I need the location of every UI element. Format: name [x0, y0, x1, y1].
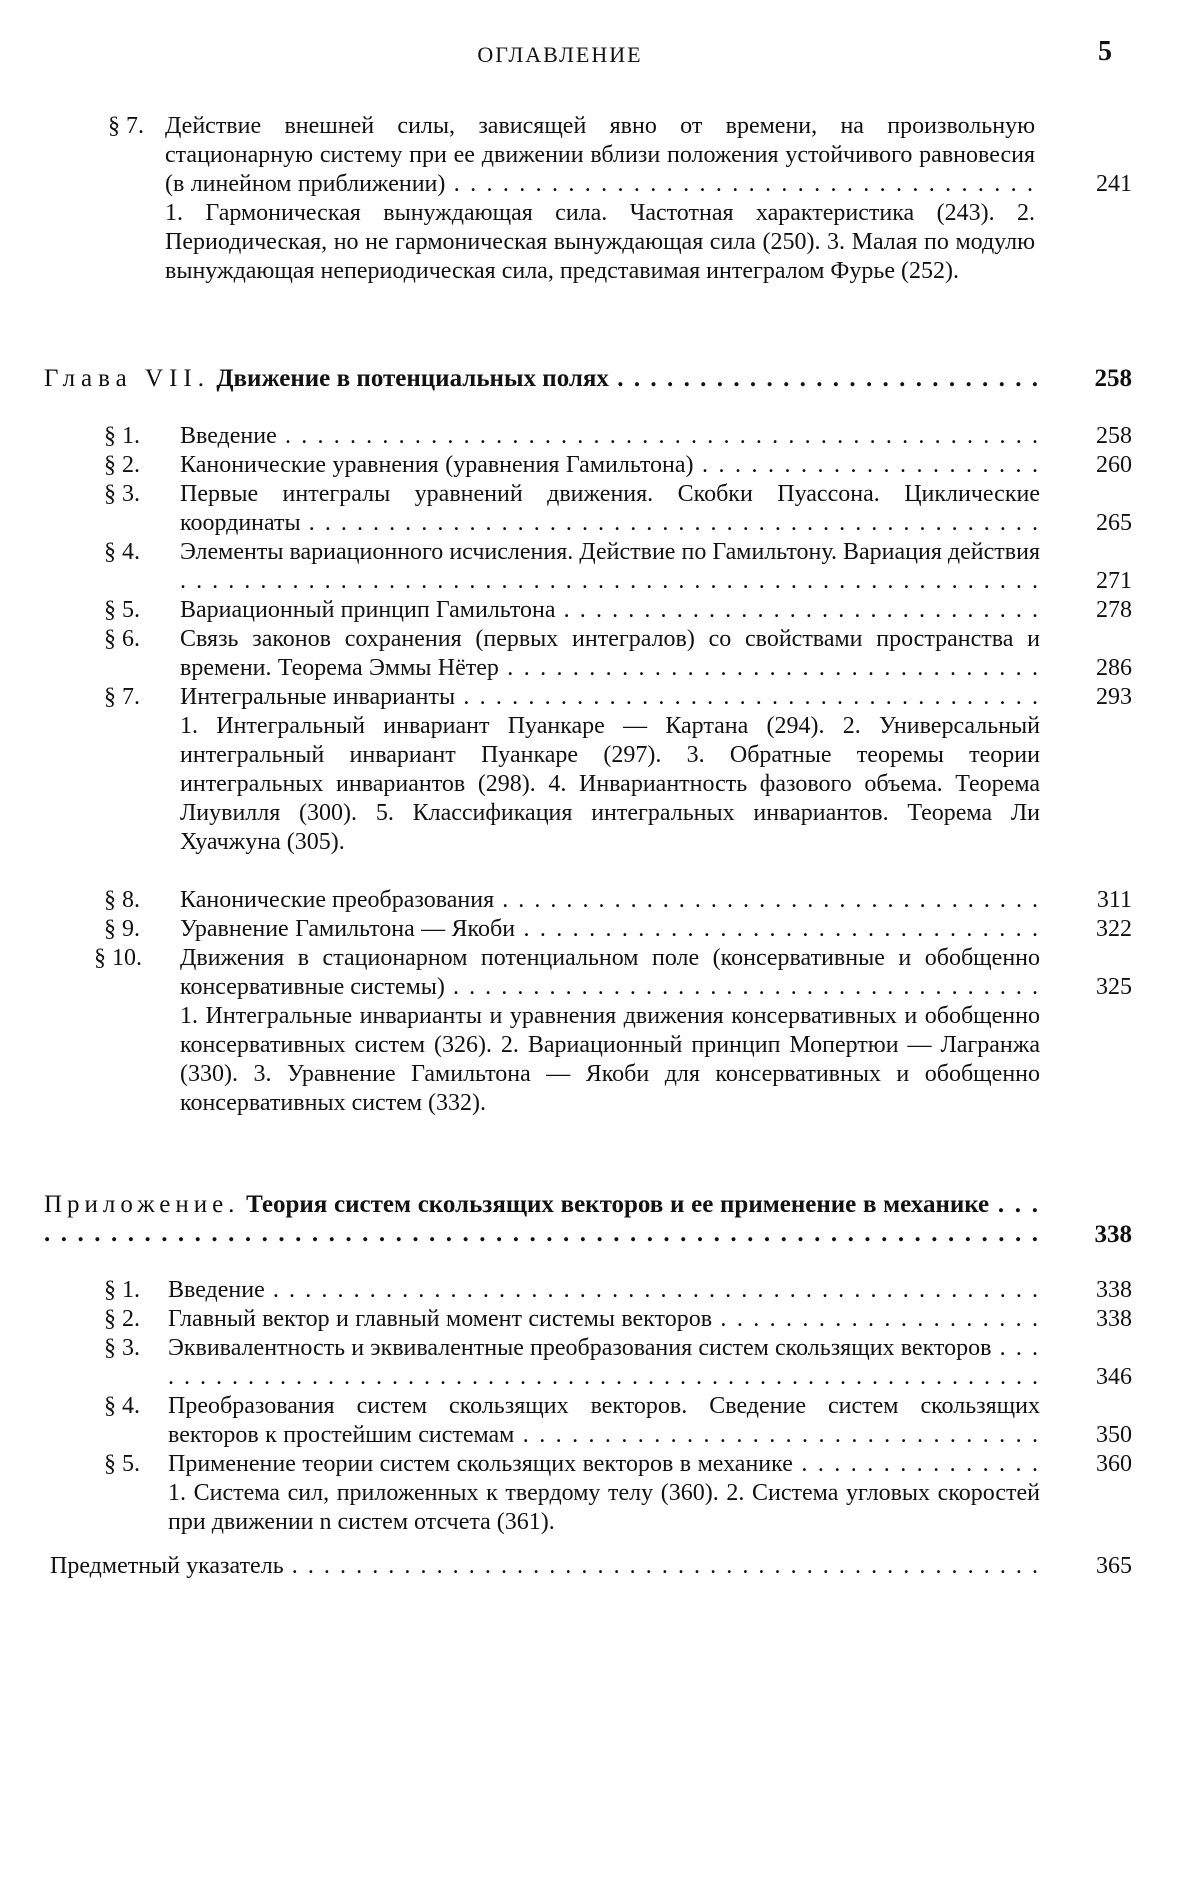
section-page: 293	[1096, 684, 1132, 710]
section-number: § 2.	[104, 1306, 140, 1332]
section-page: 258	[1096, 423, 1132, 449]
section-title: Применение теории систем скользящих векторов в механике . . .	[168, 1450, 1040, 1479]
section-title: Уравнение Гамильтона — Якоби . . .	[180, 915, 1040, 944]
section-page: 271	[1096, 568, 1132, 594]
section-title: Канонические уравнения (уравнения Гамильтона) . . .	[180, 451, 1040, 480]
section-title: Преобразования систем скользящих векторов. Сведение систем скользящих векторов к простейшим системам . . .	[168, 1392, 1040, 1450]
section-number: § 1.	[104, 423, 140, 449]
section-title: Вариационный принцип Гамильтона . . .	[180, 596, 1040, 625]
section-title: Связь законов сохранения (первых интегралов) со свойствами пространства и времени. Теорема Эммы Нётер . . .	[180, 625, 1040, 683]
section-title: Эквивалентность и эквивалентные преобразования систем скользящих векторов . . .	[168, 1334, 1040, 1392]
section-number: § 3.	[104, 481, 140, 507]
section-title: Главный вектор и главный момент системы векторов . . .	[168, 1305, 1040, 1334]
section-number: § 3.	[104, 1335, 140, 1361]
section-title: Первые интегралы уравнений движения. Скобки Пуассона. Циклические координаты . . .	[180, 480, 1040, 538]
section-number: § 4.	[104, 539, 140, 565]
section-number: § 4.	[104, 1393, 140, 1419]
section-subtopics: 1. Система сил, приложенных к твердому телу (360). 2. Система угловых скоростей при движении n систем отсчета (361).	[168, 1480, 1040, 1535]
section-page: 260	[1096, 452, 1132, 478]
section-page: 338	[1096, 1306, 1132, 1332]
section-title: Введение . . .	[180, 422, 1040, 451]
index-title: Предметный указатель . . .	[50, 1552, 1040, 1581]
appendix-title: Теория систем скользящих векторов и ее применение в механике	[246, 1191, 990, 1218]
section-page: 278	[1096, 597, 1132, 623]
section-number: § 7.	[104, 684, 140, 710]
section-page: 286	[1096, 655, 1132, 681]
section-number: § 6.	[104, 626, 140, 652]
section-number: § 8.	[104, 887, 140, 913]
section-title: Канонические преобразования . . .	[180, 886, 1040, 915]
section-page: 311	[1096, 887, 1132, 913]
section-title: Элементы вариационного исчисления. Действие по Гамильтону. Вариация действия . . .	[180, 538, 1040, 596]
section-number: § 9.	[104, 916, 140, 942]
section-page: 346	[1096, 1364, 1132, 1390]
chapter-page: 258	[1094, 365, 1132, 392]
section-title: Введение . . .	[168, 1276, 1040, 1305]
section-subtopics: 1. Интегральный инвариант Пуанкаре — Картана (294). 2. Универсальный интегральный инвариант Пуанкаре (297). 3. Обратные теоремы теории интегральных инвариантов (298). 4. Инвариантность фазового объема. Теорема Лиувилля (300). 5. Классификация интегральных инвариантов. Теорема Ли Хуачжуна (305).	[180, 713, 1040, 855]
section-page: 241	[1096, 171, 1132, 197]
appendix-page: 338	[1094, 1221, 1132, 1248]
section-subtopics: 1. Гармоническая вынуждающая сила. Частотная характеристика (243). 2. Периодическая, но не гармоническая вынуждающая сила (250). 3. Малая по модулю вынуждающая непериодическая сила, представимая интегралом Фурье (252).	[165, 200, 1035, 284]
section-title: Интегральные инварианты . . .	[180, 683, 1040, 712]
section-page: 325	[1096, 974, 1132, 1000]
section-number: § 5.	[104, 597, 140, 623]
chapter-title: Движение в потенциальных полях	[216, 365, 609, 392]
section-number: § 10.	[94, 945, 142, 971]
page-number: 5	[1098, 36, 1112, 67]
running-title: ОГЛАВЛЕНИЕ	[477, 42, 643, 67]
section-subtopics: 1. Интегральные инварианты и уравнения движения консервативных и обобщенно консервативных систем (326). 2. Вариационный принцип Мопертюи — Лагранжа (330). 3. Уравнение Гамильтона — Якоби для консервативных и обобщенно консервативных систем (332).	[180, 1003, 1040, 1116]
index-page: 365	[1096, 1553, 1132, 1579]
section-number: § 2.	[104, 452, 140, 478]
section-page: 338	[1096, 1277, 1132, 1303]
section-number: § 5.	[104, 1451, 140, 1477]
section-title: Действие внешней силы, зависящей явно от времени, на произвольную стационарную систему при ее движении вблизи положения устойчивого равновесия (в линейном приближении) . . .	[165, 112, 1035, 199]
section-page: 265	[1096, 510, 1132, 536]
section-title: Движения в стационарном потенциальном поле (консервативные и обобщенно консервативные системы) . . .	[180, 944, 1040, 1002]
section-page: 350	[1096, 1422, 1132, 1448]
section-number: § 1.	[104, 1277, 140, 1303]
appendix-label: Приложение.	[44, 1191, 240, 1218]
section-number: § 7.	[108, 113, 144, 139]
section-page: 322	[1096, 916, 1132, 942]
chapter-label: Глава VII.	[44, 365, 211, 392]
section-page: 360	[1096, 1451, 1132, 1477]
